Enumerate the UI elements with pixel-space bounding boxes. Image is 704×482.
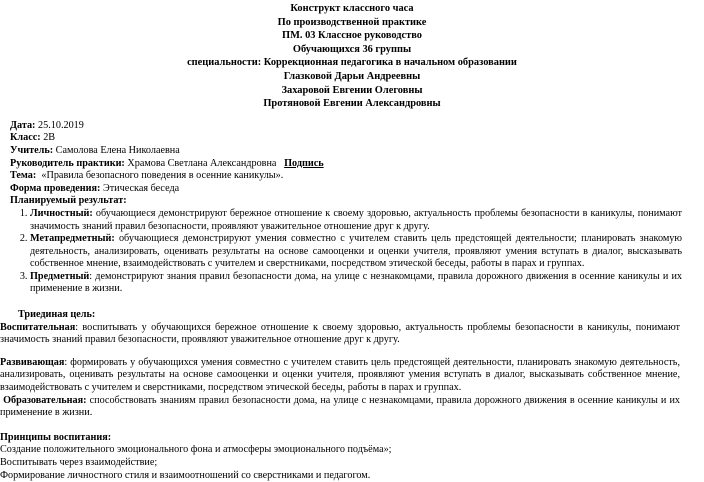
header-practice: По производственной практике	[277, 16, 427, 28]
result-metasubject	[30, 233, 704, 271]
header-title: Конструкт классного часа	[290, 3, 414, 14]
result-subject	[30, 271, 704, 296]
class-value: 2В	[40, 132, 56, 144]
result-personal-label: Личностный:	[30, 207, 93, 219]
meta-section	[0, 120, 704, 208]
results-heading: Планируемый результат:	[10, 195, 127, 207]
header-specialty: специальности: Коррекционная педагогика в начальном образовании	[187, 57, 517, 69]
date-line	[10, 120, 704, 133]
goal-education-label: Воспитательная	[0, 321, 76, 333]
teacher-value: Самолова Елена Николаевна	[53, 144, 180, 156]
header-author-2: Захаровой Евгении Олеговны	[281, 84, 423, 96]
goal-education	[0, 322, 704, 347]
principles-heading: Принципы воспитания:	[0, 431, 112, 443]
document-page	[0, 2, 704, 482]
signature-label: Подпись	[284, 157, 324, 169]
goal-development-text: : формировать у обучающихся умения совместно с учителем ставить цель предстоящей деятельности, планировать знакомую деятельность, анализировать, оценивать результаты на основе самооценки и оценки учителя, проявляют умения вступать в диалог, высказывать собственное мнение, взаимодействовать с учителем и сверстниками, посредством этической беседы, работы в парах и группах.	[0, 356, 680, 394]
header-module: ПМ. 03 Классное руководство	[281, 30, 422, 42]
result-metasubject-label: Метапредметный:	[30, 233, 115, 245]
result-subject-text: : демонстрируют знания правил безопасности дома, на улице с незнакомцами, правила дорожного движения в осенние каникулы и их применение в жизни.	[30, 270, 682, 295]
class-line	[10, 132, 704, 145]
result-subject-label: Предметный	[30, 270, 90, 282]
goal-development-label: Развивающая	[0, 356, 65, 368]
goal-learning-label: Образовательная:	[0, 394, 87, 406]
goal-education-text: : воспитывать у обучающихся бережное отношение к своему здоровью, актуальность проблемы безопасности в каникулы, понимают значимость знаний правил безопасности, проявляют уважительное отношение друг к другу.	[0, 321, 680, 346]
supervisor-label: Руководитель практики:	[10, 157, 125, 169]
teacher-line	[10, 145, 704, 158]
topic-line	[10, 170, 704, 183]
result-personal-text: обучающиеся демонстрируют бережное отношение к своему здоровью, актуальность проблемы безопасности в каникулы, понимают значимость знаний правил безопасности, проявляют уважительное отношение друг к другу.	[30, 207, 682, 232]
form-line	[10, 183, 704, 196]
result-metasubject-text: обучающиеся демонстрируют умения совместно с учителем ставить цель предстоящей деятельности; планировать знакомую деятельность, анализировать, оценивать результаты на основе самооценки и оценки учителя, проявляют умения вступать в диалог, высказывать собственное мнение, взаимодействовать с учителем и сверстниками, посредством этической беседы, работы в парах и группах.	[30, 233, 682, 270]
topic-value: «Правила безопасного поведения в осенние каникулы».	[36, 170, 284, 182]
teacher-label: Учитель:	[10, 144, 54, 156]
principle-item-2: Воспитывать через взаимодействие;	[0, 457, 158, 468]
supervisor-value: Храмова Светлана Александровна	[124, 157, 285, 169]
principles-section	[0, 432, 704, 482]
document-header	[0, 2, 704, 111]
topic-label: Тема:	[10, 170, 37, 182]
date-value: 25.10.2019	[35, 119, 84, 131]
principle-item-3: Формирование личностного стиля и взаимоотношений со сверстниками и педагогом.	[0, 469, 371, 481]
result-personal	[30, 208, 704, 233]
form-label: Форма проведения:	[10, 182, 101, 194]
header-group: Обучающихся 36 группы	[292, 43, 412, 55]
goal-development	[0, 357, 704, 395]
goal-learning	[0, 395, 704, 420]
results-list	[0, 208, 704, 296]
goals-heading: Триединая цель:	[18, 309, 96, 321]
goal-learning-text: способствовать знаниям правил безопасности дома, на улице с незнакомцами, правила дорожного движения в осенние каникулы и их применение в жизни.	[0, 394, 680, 419]
spacer	[0, 347, 704, 357]
header-author-3: Протяновой Евгении Александровны	[263, 98, 441, 110]
supervisor-line	[10, 158, 704, 171]
class-label: Класс:	[10, 132, 41, 144]
form-value: Этическая беседа	[100, 182, 180, 194]
header-author-1: Глазковой Дарьи Андреевны	[283, 70, 421, 82]
principle-item-1: Создание положительного эмоционального фона и атмосферы эмоционального подъёма»;	[0, 444, 392, 456]
date-label: Дата:	[10, 119, 36, 131]
